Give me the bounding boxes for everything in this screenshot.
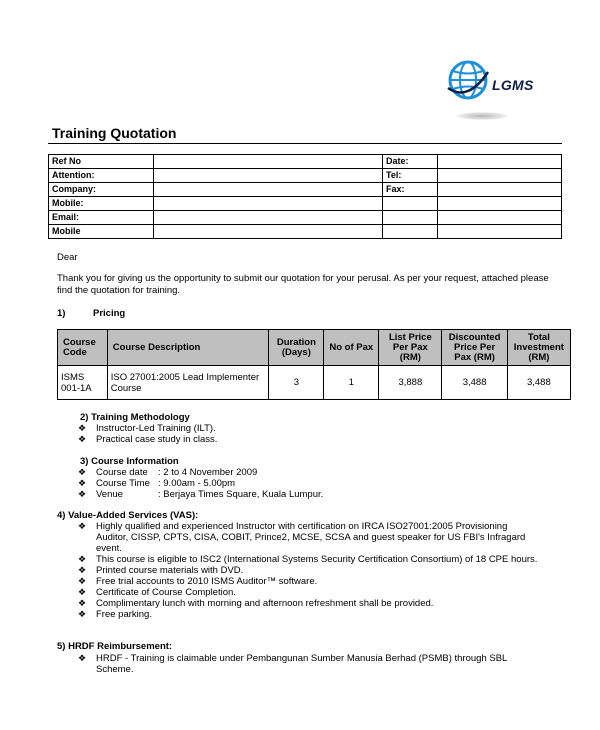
info-label [383, 225, 438, 239]
list-item: ❖ This course is eligible to ISC2 (International Systems Security Certification Consortium) of 18 CPE hours. [78, 554, 538, 565]
section-title-course-info: 3) Course Information [80, 456, 179, 467]
info-label [383, 197, 438, 211]
column-header: Course Description [107, 330, 269, 366]
bullet-icon: ❖ [78, 598, 87, 608]
list-item [78, 489, 548, 500]
table-row [49, 183, 562, 197]
salutation: Dear [57, 252, 78, 263]
intro-paragraph: Thank you for giving us the opportunity to submit our quotation for your perusal. As per your request, attached please find the quotation for training. [57, 273, 549, 296]
methodology-list [78, 423, 548, 445]
list-price: 3,888 [379, 366, 442, 400]
bullet-icon: ❖ [78, 653, 87, 663]
course-info-label: Venue [96, 489, 123, 500]
course-info-value: : 9.00am - 5.00pm [158, 478, 236, 489]
info-label: Company: [49, 183, 154, 197]
info-label [383, 211, 438, 225]
list-item: ❖ Complimentary lunch with morning and afternoon refreshment shall be provided. [78, 598, 434, 609]
info-label: Fax: [383, 183, 438, 197]
column-header: List Price Per Pax (RM) [379, 330, 442, 366]
list-item: ❖ HRDF - Training is claimable under Pembangunan Sumber Manusia Berhad (PSMB) through SBL Scheme. [78, 653, 507, 675]
list-item: ❖ Certificate of Course Completion. [78, 587, 236, 598]
course-info-label: Course date [96, 467, 148, 478]
list-item: ❖ Practical case study in class. [78, 434, 218, 445]
info-label: Mobile [49, 225, 154, 239]
bullet-icon: ❖ [78, 478, 87, 488]
info-label: Ref No [49, 155, 154, 169]
info-value [154, 155, 383, 169]
bullet-icon: ❖ [78, 489, 87, 499]
column-header: Discounted Price Per Pax (RM) [442, 330, 507, 366]
bullet-icon: ❖ [78, 576, 87, 586]
discounted-price: 3,488 [442, 366, 507, 400]
list-item: ❖ Free parking. [78, 609, 152, 620]
bullet-icon: ❖ [78, 467, 87, 477]
logo-shadow [456, 112, 508, 120]
globe-icon [446, 58, 490, 102]
column-header: Total Investment (RM) [507, 330, 570, 366]
info-label: Mobile: [49, 197, 154, 211]
list-item: ❖ Free trial accounts to 2010 ISMS Auditor™ software. [78, 576, 318, 587]
vas-list [78, 521, 540, 620]
info-label: Tel: [383, 169, 438, 183]
info-value [438, 211, 562, 225]
info-value [154, 183, 383, 197]
list-item: ❖ Instructor-Led Training (ILT). [78, 423, 216, 434]
list-item: ❖ Printed course materials with DVD. [78, 565, 244, 576]
info-value [438, 169, 562, 183]
document-title: Training Quotation [52, 125, 177, 141]
course-code: ISMS 001-1A [58, 366, 108, 400]
pax-count: 1 [324, 366, 379, 400]
info-value [438, 225, 562, 239]
total-investment: 3,488 [507, 366, 570, 400]
info-value [154, 169, 383, 183]
info-label: Attention: [49, 169, 154, 183]
info-label: Email: [49, 211, 154, 225]
column-header: No of Pax [324, 330, 379, 366]
course-info-value: : Berjaya Times Square, Kuala Lumpur. [158, 489, 324, 500]
table-row [49, 155, 562, 169]
bullet-icon: ❖ [78, 565, 87, 575]
table-row [49, 225, 562, 239]
logo-text: LGMS [492, 77, 534, 93]
list-item: ❖ Highly qualified and experienced Instructor with certification on IRCA ISO27001:2005 Provisioning Auditor, CISSP, CPTS, CISA, COBIT, Prince2, MCSE, SCSA and guest speaker for US FBI's Infragard event. [78, 521, 526, 554]
list-item [78, 478, 548, 489]
course-info-list [78, 467, 548, 500]
info-value [438, 197, 562, 211]
bullet-icon: ❖ [78, 587, 87, 597]
bullet-icon: ❖ [78, 521, 87, 531]
list-item [78, 467, 548, 478]
pricing-table [57, 329, 571, 400]
section-title-vas: 4) Value-Added Services (VAS): [57, 510, 199, 521]
info-value [438, 155, 562, 169]
column-header: Course Code [58, 330, 108, 366]
table-row [58, 366, 571, 400]
info-value [154, 211, 383, 225]
bullet-icon: ❖ [78, 423, 87, 433]
section-title-hrdf: 5) HRDF Reimbursement: [57, 641, 173, 652]
table-header-row [58, 330, 571, 366]
title-divider [48, 143, 562, 144]
info-value [154, 197, 383, 211]
course-description: ISO 27001:2005 Lead Implementer Course [107, 366, 269, 400]
section-title-pricing: Pricing [93, 308, 126, 319]
section-number: 1) [57, 308, 66, 319]
recipient-info-table [48, 154, 562, 239]
column-header: Duration (Days) [269, 330, 324, 366]
table-row [49, 197, 562, 211]
company-logo [446, 58, 556, 120]
info-value [154, 225, 383, 239]
bullet-icon: ❖ [78, 434, 87, 444]
table-row [49, 169, 562, 183]
info-value [438, 183, 562, 197]
course-info-value: : 2 to 4 November 2009 [158, 467, 258, 478]
info-label: Date: [383, 155, 438, 169]
bullet-icon: ❖ [78, 609, 87, 619]
section-title-methodology: 2) Training Methodology [80, 412, 190, 423]
table-row [49, 211, 562, 225]
bullet-icon: ❖ [78, 554, 87, 564]
course-info-label: Course Time [96, 478, 150, 489]
hrdf-list [78, 653, 508, 675]
duration-days: 3 [269, 366, 324, 400]
